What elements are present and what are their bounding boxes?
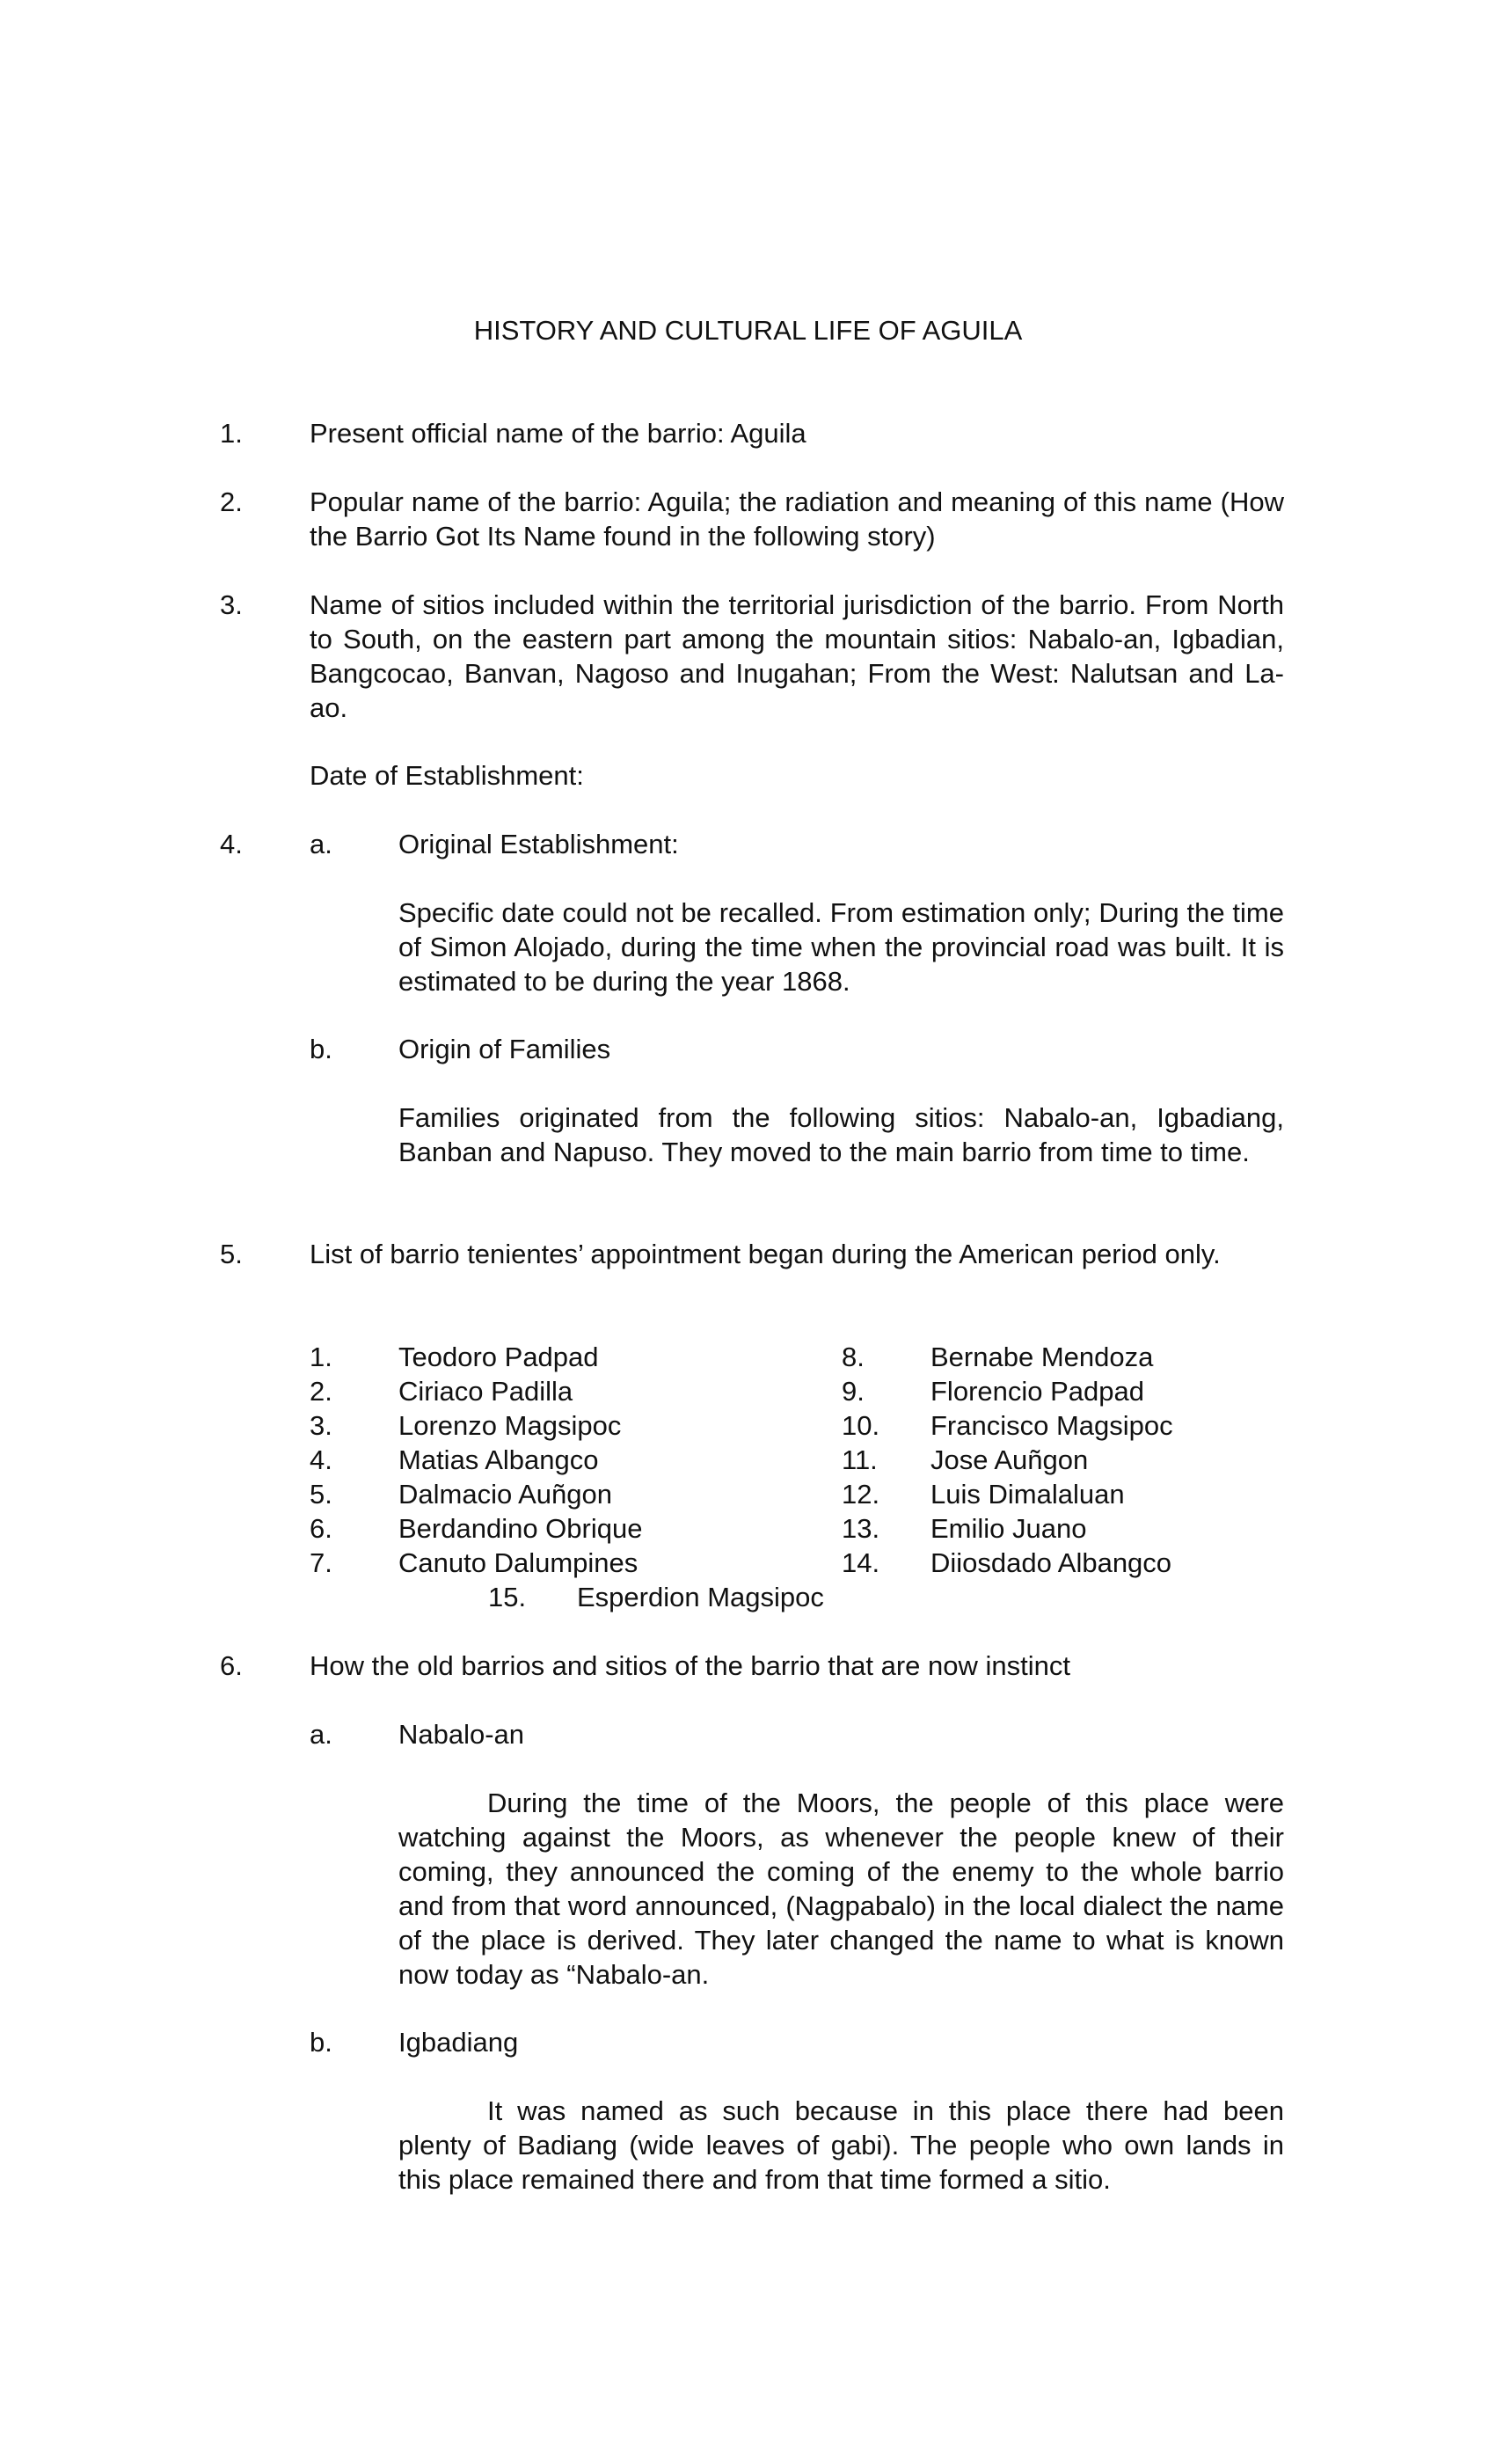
item-4a-heading: Original Establishment: — [398, 829, 679, 859]
item-6b-text: It was named as such because in this place there had been plenty of Badiang (wide leaves of gabi). The people who own lands in this place remained there and from that time formed a sitio. — [398, 2095, 1284, 2195]
teniente-list-number: 15. — [488, 1582, 527, 1612]
teniente-list-number: 2. — [310, 1376, 332, 1407]
item-6-text: How the old barrios and sitios of the barrio that are now instinct — [310, 1650, 1071, 1681]
item-1-text: Present official name of the barrio: Aguila — [310, 418, 806, 449]
teniente-list-name: Canuto Dalumpines — [398, 1547, 639, 1578]
item-1-number: 1. — [220, 418, 243, 449]
item-6-number: 6. — [220, 1650, 243, 1681]
teniente-list-number: 5. — [310, 1479, 332, 1510]
item-4a-letter: a. — [310, 829, 332, 859]
item-4-number: 4. — [220, 829, 243, 859]
item-6a-letter: a. — [310, 1719, 332, 1750]
teniente-list-number: 14. — [842, 1547, 880, 1578]
teniente-list-name: Bernabe Mendoza — [930, 1342, 1154, 1372]
teniente-list-number: 11. — [842, 1444, 878, 1475]
item-5-text: List of barrio tenientes’ appointment began during the American period only. — [310, 1239, 1221, 1269]
teniente-list-name: Jose Auñgon — [930, 1444, 1089, 1475]
date-of-establishment-label: Date of Establishment: — [310, 760, 584, 791]
teniente-list-name: Lorenzo Magsipoc — [398, 1410, 622, 1441]
teniente-list-number: 13. — [842, 1513, 880, 1544]
teniente-list-number: 7. — [310, 1547, 332, 1578]
item-2-text: Popular name of the barrio: Aguila; the radiation and meaning of this name (How the Barrio Got Its Name found in the following story) — [310, 486, 1284, 552]
item-3-number: 3. — [220, 589, 243, 620]
teniente-list-name: Teodoro Padpad — [398, 1342, 599, 1372]
item-4a-text: Specific date could not be recalled. From estimation only; During the time of Simon Alojado, during the time when the provincial road was built. It is estimated to be during the year 1868. — [398, 897, 1284, 997]
teniente-list-name: Emilio Juano — [930, 1513, 1087, 1544]
teniente-list-number: 3. — [310, 1410, 332, 1441]
teniente-list-number: 8. — [842, 1342, 865, 1372]
teniente-list-name: Ciriaco Padilla — [398, 1376, 573, 1407]
teniente-list-number: 10. — [842, 1410, 880, 1441]
teniente-list-number: 12. — [842, 1479, 880, 1510]
item-4b-letter: b. — [310, 1034, 332, 1064]
page-title: HISTORY AND CULTURAL LIFE OF AGUILA — [473, 315, 1023, 346]
teniente-list-name: Dalmacio Auñgon — [398, 1479, 612, 1510]
item-4b-text: Families originated from the following sitios: Nabalo-an, Igbadiang, Banban and Napuso. They moved to the main barrio from time to time. — [398, 1102, 1284, 1167]
teniente-list-name: Luis Dimalaluan — [930, 1479, 1125, 1510]
item-3-text: Name of sitios included within the territorial jurisdiction of the barrio. From North to South, on the eastern part among the mountain sitios: Nabalo-an, Igbadian, Bangcocao, Banvan, Nagoso and Inugahan; From the West: Nalutsan and La-ao. — [310, 589, 1284, 723]
item-6b-letter: b. — [310, 2027, 332, 2058]
teniente-list-name: Francisco Magsipoc — [930, 1410, 1173, 1441]
teniente-list-name: Matias Albangco — [398, 1444, 599, 1475]
item-6b-heading: Igbadiang — [398, 2027, 519, 2058]
item-6a-heading: Nabalo-an — [398, 1719, 525, 1750]
item-4b-heading: Origin of Families — [398, 1034, 611, 1064]
item-6a-text: During the time of the Moors, the people of this place were watching against the Moors, as whenever the people knew of their coming, they announced the coming of the enemy to the whole barrio and from that word announced, (Nagpabalo) in the local dialect the name of the place is derived. They later changed the name to what is known now today as “Nabalo-an. — [398, 1788, 1284, 1990]
item-5-number: 5. — [220, 1239, 243, 1269]
teniente-list-number: 6. — [310, 1513, 332, 1544]
teniente-list-number: 9. — [842, 1376, 865, 1407]
teniente-list-name: Berdandino Obrique — [398, 1513, 643, 1544]
item-2-number: 2. — [220, 486, 243, 517]
teniente-list-name: Esperdion Magsipoc — [577, 1582, 824, 1612]
teniente-list-number: 4. — [310, 1444, 332, 1475]
teniente-list-name: Florencio Padpad — [930, 1376, 1144, 1407]
teniente-list-name: Diiosdado Albangco — [930, 1547, 1172, 1578]
teniente-list-number: 1. — [310, 1342, 332, 1372]
